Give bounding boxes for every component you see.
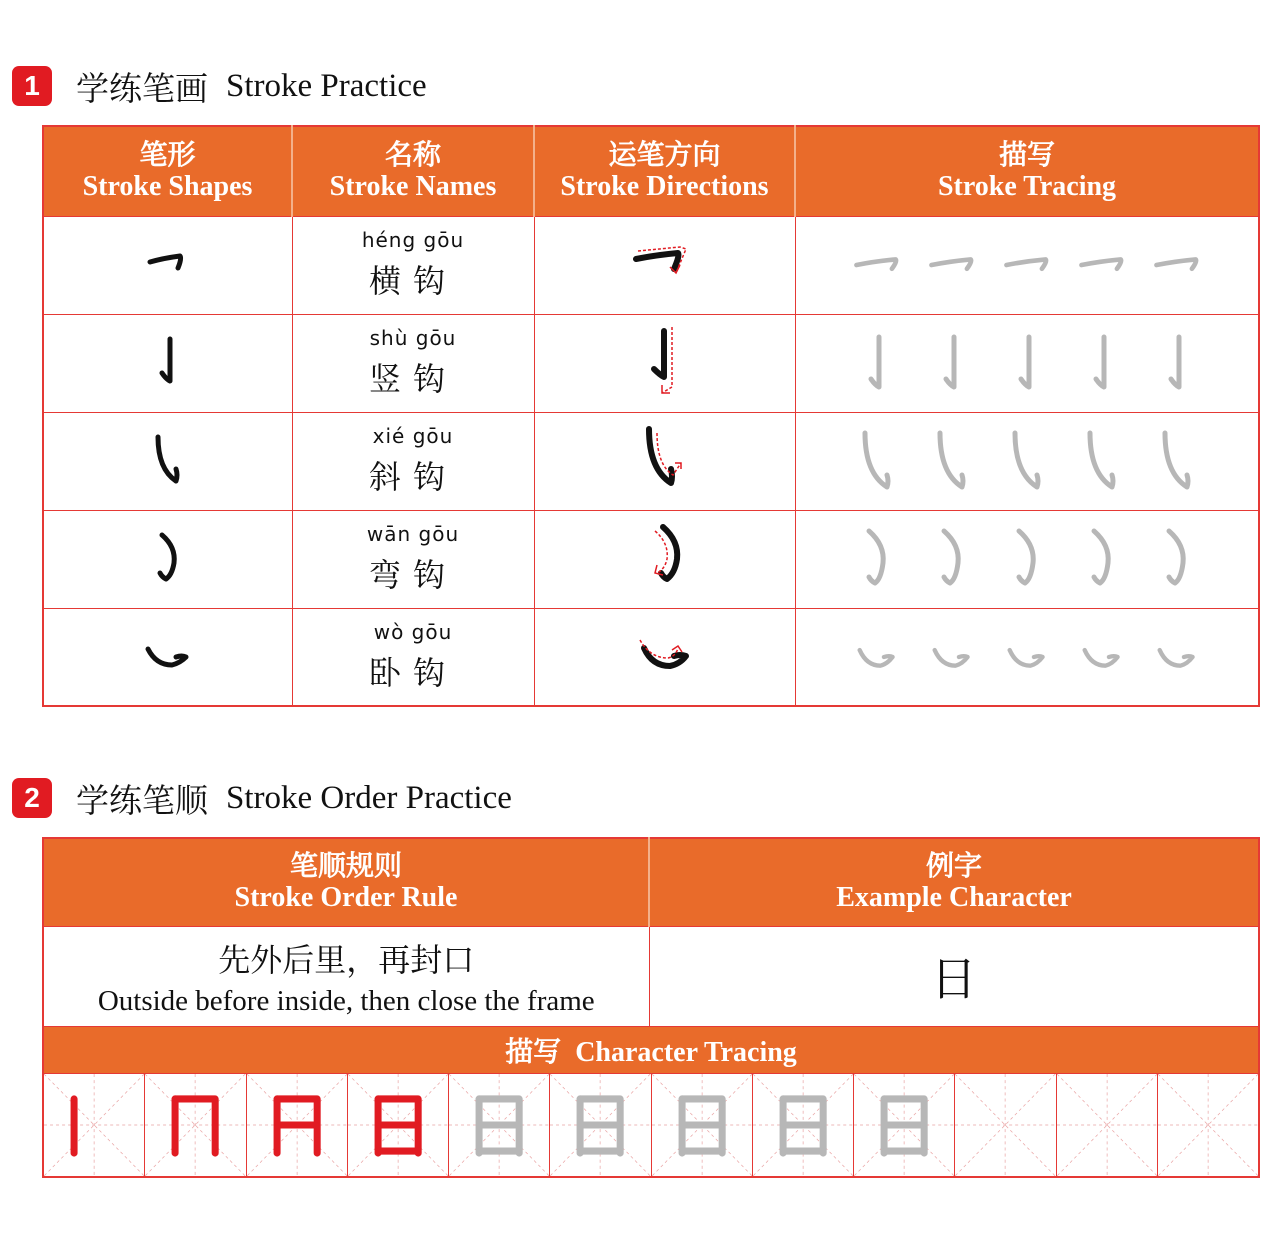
header-stroke-order-rule: 笔顺规则 Stroke Order Rule (43, 838, 649, 926)
header-stroke-directions: 运笔方向 Stroke Directions (534, 126, 795, 216)
stroke-name: 弯钩 (368, 556, 457, 594)
example-character: 日 (930, 952, 977, 1006)
stroke-shape-xie-gou (43, 412, 292, 510)
stroke-direction-wo-gou (534, 608, 795, 706)
table-row (43, 608, 1259, 706)
tracing-grid-cell[interactable] (652, 1074, 753, 1176)
stroke-name: 竖钩 (368, 360, 457, 398)
header-stroke-names: 名称 Stroke Names (292, 126, 534, 216)
stroke-tracing-shu-gou (795, 314, 1259, 412)
stroke-name-cell (292, 412, 534, 510)
tracing-grid-cell[interactable] (1057, 1074, 1158, 1176)
rule-text-en: Outside before inside, then close the frame (97, 984, 595, 1017)
stroke-name: 斜钩 (368, 458, 457, 496)
stroke-name: 横钩 (368, 262, 457, 300)
stroke-order-rule-cell (43, 926, 649, 1026)
stroke-name-cell (292, 314, 534, 412)
section-title-cn: 学练笔顺 (76, 780, 208, 820)
stroke-name: 卧钩 (368, 653, 457, 692)
pinyin: wò gōu (373, 619, 453, 644)
tracing-grid-cell[interactable] (44, 1074, 145, 1176)
stroke-shape-heng-gou (43, 216, 292, 314)
stroke-shape-shu-gou (43, 314, 292, 412)
rule-text-cn: 先外后里，再封口 (218, 940, 475, 979)
stroke-practice-table (42, 125, 1260, 707)
stroke-order-table (42, 837, 1260, 1178)
tracing-grid-cell[interactable] (854, 1074, 955, 1176)
tracing-grid-cell[interactable] (753, 1074, 854, 1176)
pinyin: xié gōu (372, 424, 454, 448)
table-row (43, 510, 1259, 608)
pinyin: shù gōu (369, 326, 457, 350)
header-stroke-shapes: 笔形 Stroke Shapes (43, 126, 292, 216)
tracing-grid-cell[interactable] (247, 1074, 348, 1176)
header-example-character: 例字 Example Character (836, 849, 1072, 914)
pinyin: héng gōu (361, 228, 465, 252)
stroke-direction-heng-gou (534, 216, 795, 314)
pinyin: wān gōu (366, 522, 460, 546)
example-character-cell (649, 926, 1259, 1026)
table-row (43, 314, 1259, 412)
stroke-name-cell (292, 510, 534, 608)
section-title-cn: 学练笔画 (76, 68, 208, 108)
stroke-tracing-wo-gou (795, 608, 1259, 706)
stroke-name-cell (292, 216, 534, 314)
section-number-badge: 2 (12, 778, 52, 818)
tracing-grid-cell[interactable] (1158, 1074, 1258, 1176)
stroke-shape-wo-gou (43, 608, 292, 706)
stroke-tracing-wan-gou (795, 510, 1259, 608)
character-tracing-title: 描写 Character Tracing (43, 1026, 1259, 1073)
stroke-direction-wan-gou (534, 510, 795, 608)
header-stroke-tracing: 描写 Stroke Tracing (937, 138, 1117, 203)
stroke-tracing-xie-gou (795, 412, 1259, 510)
section-title-en: Stroke Order Practice (226, 779, 512, 816)
table-row (43, 216, 1259, 314)
tracing-grid-cell[interactable] (449, 1074, 550, 1176)
table-row (43, 412, 1259, 510)
section-1-title (12, 62, 427, 110)
tracing-grid-cell[interactable] (955, 1074, 1056, 1176)
stroke-name-cell (292, 608, 534, 706)
stroke-tracing-heng-gou (795, 216, 1259, 314)
stroke-shape-wan-gou (43, 510, 292, 608)
section-title-en: Stroke Practice (226, 67, 427, 104)
tracing-grid-cell[interactable] (348, 1074, 449, 1176)
section-2-title (12, 774, 512, 822)
section-number-badge: 1 (12, 66, 52, 106)
tracing-grid-cell[interactable] (550, 1074, 651, 1176)
tracing-grid-cell[interactable] (145, 1074, 246, 1176)
stroke-direction-shu-gou (534, 314, 795, 412)
tracing-grid (43, 1073, 1259, 1177)
stroke-direction-xie-gou (534, 412, 795, 510)
